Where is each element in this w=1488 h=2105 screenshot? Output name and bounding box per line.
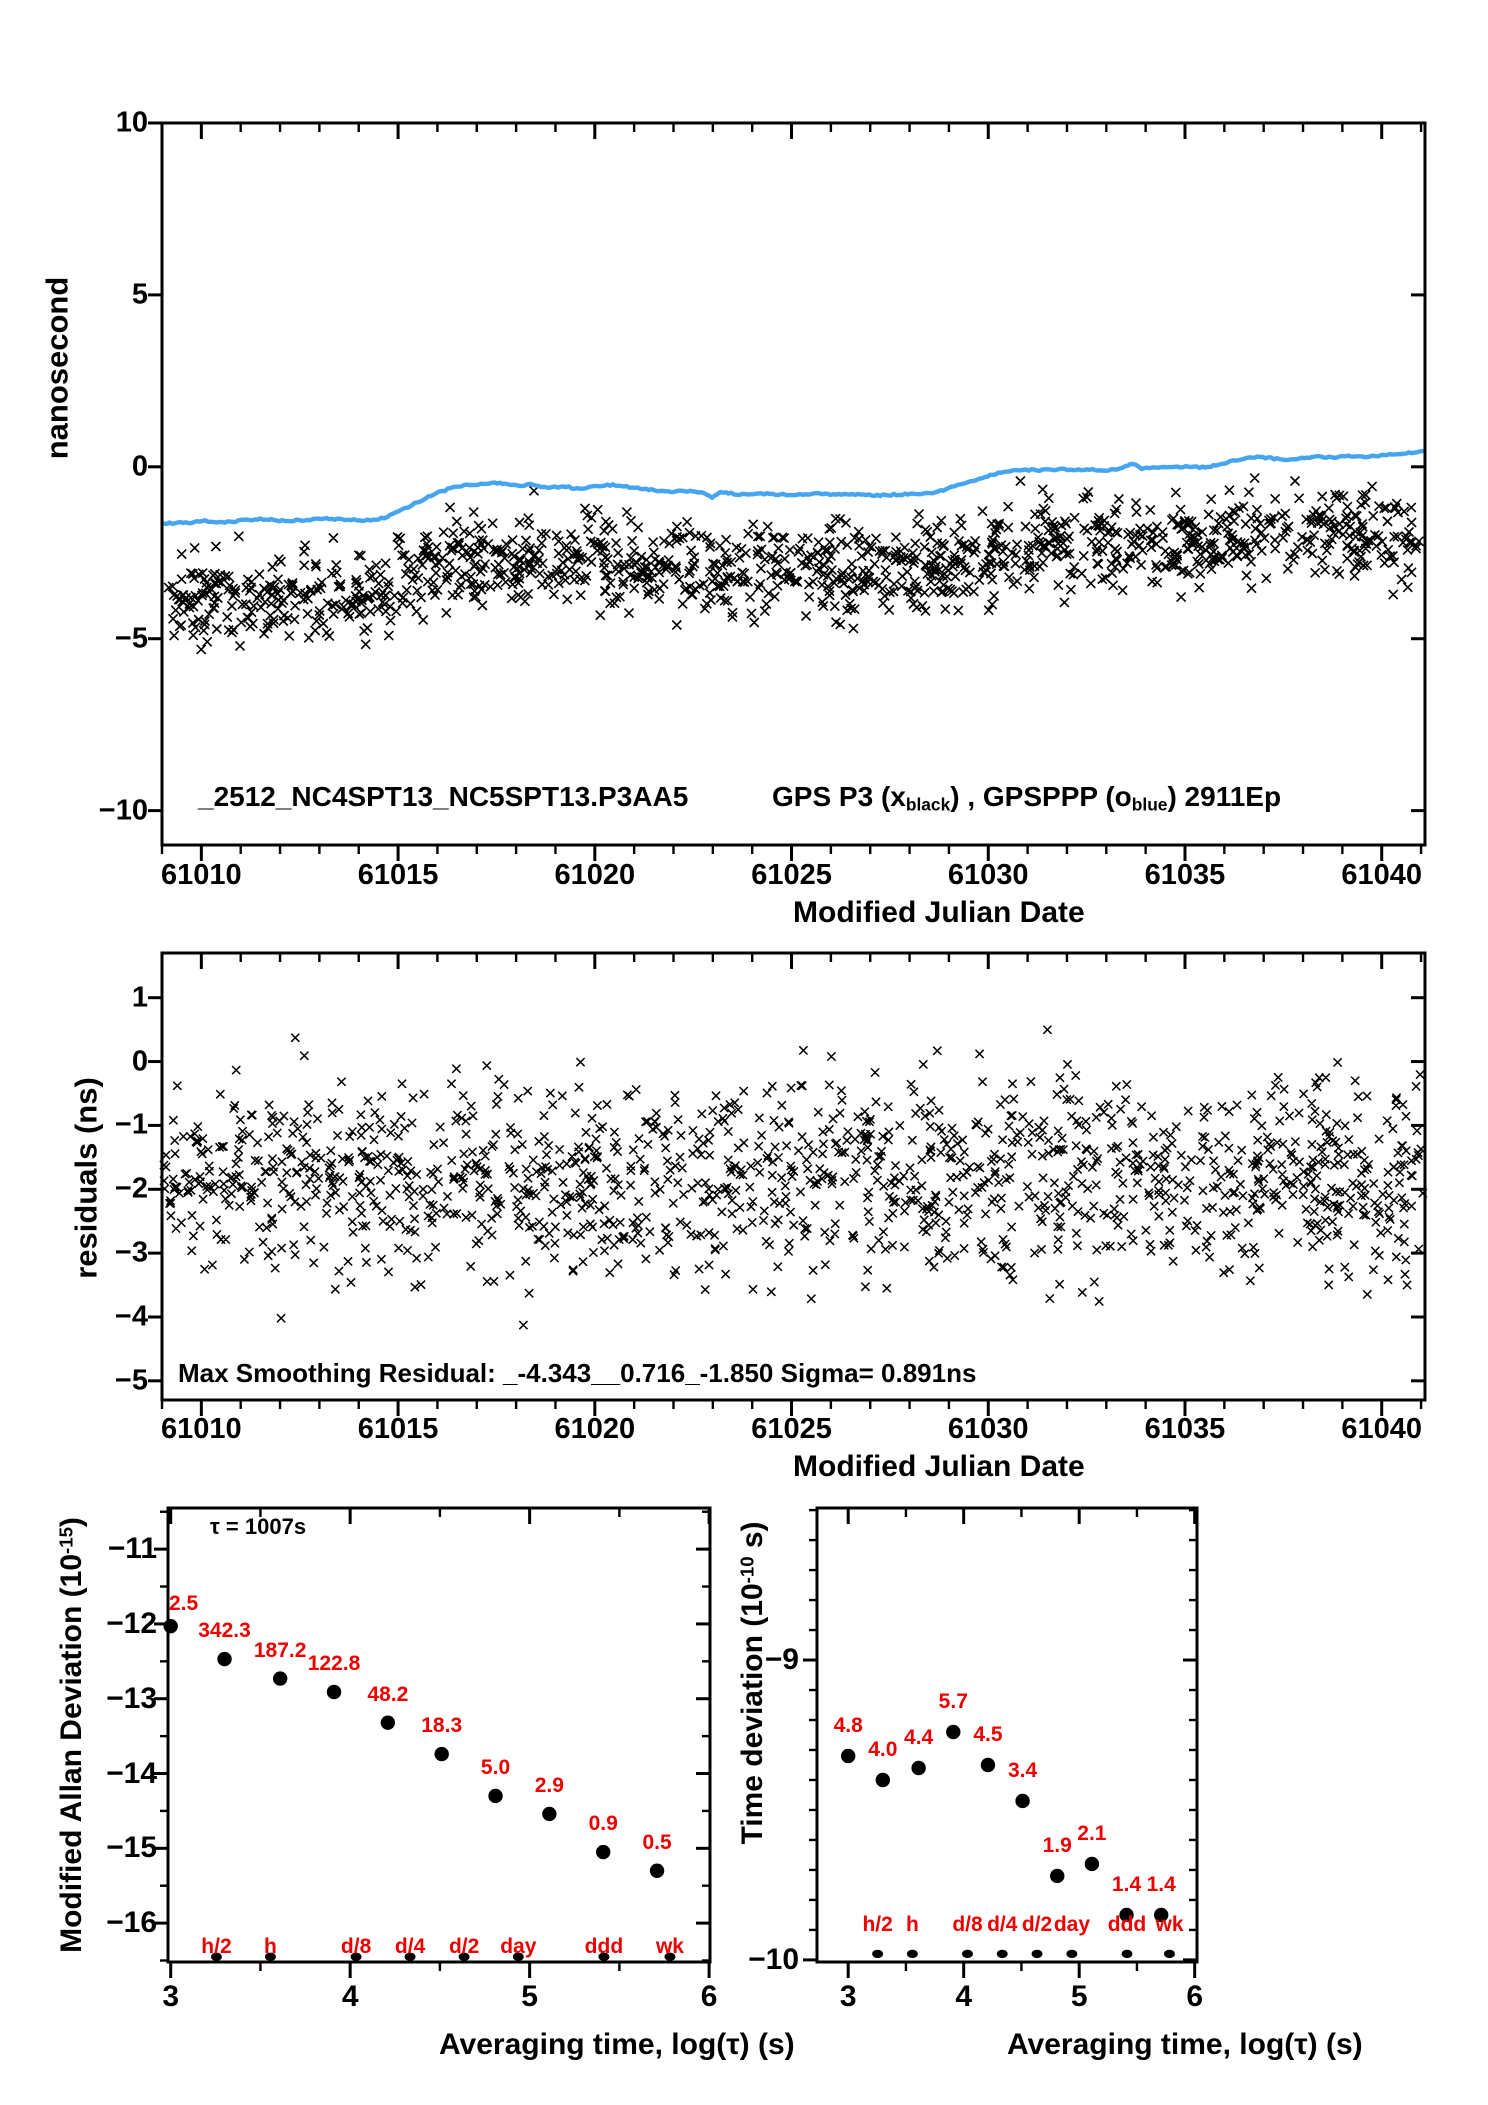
x-tick-label: 61010 xyxy=(161,1413,242,1445)
point-value-label: 342.3 xyxy=(198,1619,251,1643)
time-marker-dot xyxy=(907,1950,918,1958)
data-point xyxy=(1085,1857,1099,1871)
point-value-label: 48.2 xyxy=(367,1682,409,1706)
x-tick-label: 61035 xyxy=(1144,859,1226,891)
y-tick-label: −2 xyxy=(114,1172,148,1205)
mdev-x-axis-label: Averaging time, log(τ) (s) xyxy=(439,2028,795,2061)
x-tick-label: 61030 xyxy=(947,1413,1029,1445)
point-value-label: 1.9 xyxy=(1042,1833,1072,1857)
point-value-label: 1.4 xyxy=(1111,1872,1142,1896)
data-point xyxy=(327,1685,341,1699)
data-point xyxy=(946,1725,960,1739)
point-value-label: 4.0 xyxy=(868,1737,898,1761)
x-tick-label: 61030 xyxy=(947,859,1029,891)
point-value-label: 4.4 xyxy=(904,1725,934,1749)
smoothing-residual-annotation: Max Smoothing Residual: _-4.343__0.716_-1.850 Sigma= 0.891ns xyxy=(178,1358,977,1388)
data-point xyxy=(488,1789,502,1803)
y-tick-label: 0 xyxy=(131,1045,148,1078)
middle-x-axis-label: Modified Julian Date xyxy=(793,1450,1085,1483)
time-marker-label: h/2 xyxy=(862,1913,893,1936)
mdev-y-axis-label: Modified Allan Deviation $(10^{-15})$ xyxy=(55,1517,88,1953)
point-value-label: 5.0 xyxy=(480,1755,511,1779)
time-marker-label: d/8 xyxy=(340,1935,372,1958)
time-marker-label: d/8 xyxy=(952,1913,983,1936)
data-point xyxy=(981,1758,995,1772)
x-tick-label: 61040 xyxy=(1341,859,1423,891)
time-marker-dot xyxy=(872,1950,883,1958)
time-marker-dot xyxy=(1066,1950,1077,1958)
point-value-label: 0.5 xyxy=(642,1830,672,1854)
y-tick-label: 10 xyxy=(115,106,148,139)
x-tick-label: 61025 xyxy=(751,1413,832,1445)
residuals-scatter xyxy=(160,1026,1427,1330)
data-point xyxy=(1050,1869,1064,1883)
gps-p3-scatter xyxy=(164,474,1423,654)
x-tick-label: 61020 xyxy=(554,1413,636,1445)
data-point xyxy=(163,1619,177,1633)
top-panel-title-file: _2512_NC4SPT13_NC5SPT13.P3AA5 xyxy=(198,781,689,812)
top-panel-title-legend: GPS P3 $(x_{black})$ , GPSPPP $(o_{blue})$ 2911Ep xyxy=(772,781,1282,815)
y-tick-label: −15 xyxy=(106,1831,157,1865)
time-marker-label: day xyxy=(500,1935,537,1958)
point-value-label: 122.8 xyxy=(307,1651,361,1675)
data-point xyxy=(876,1773,890,1787)
y-tick-label: −5 xyxy=(114,622,148,655)
point-value-label: 18.3 xyxy=(421,1714,463,1738)
x-tick-label: 61035 xyxy=(1144,1413,1226,1445)
time-marker-label: h/2 xyxy=(201,1935,232,1958)
y-tick-label: −4 xyxy=(114,1300,148,1333)
data-point xyxy=(381,1715,395,1729)
time-marker-dot xyxy=(1122,1950,1133,1958)
x-tick-label: 61015 xyxy=(357,859,439,891)
x-tick-label: 61040 xyxy=(1341,1413,1423,1445)
data-point xyxy=(217,1652,231,1666)
time-marker-label: day xyxy=(1053,1913,1090,1936)
x-tick-label: 4 xyxy=(341,1980,359,2013)
time-marker-label: wk xyxy=(655,1935,684,1958)
tau-annotation: τ = 1007s xyxy=(210,1514,307,1539)
time-marker-label: wk xyxy=(1155,1913,1184,1936)
point-value-label: 4.5 xyxy=(973,1722,1003,1746)
point-value-label: 2.5 xyxy=(169,1592,199,1616)
point-value-label: 0.9 xyxy=(588,1812,618,1836)
x-tick-label: 61020 xyxy=(554,859,636,891)
y-tick-label: −10 xyxy=(748,1942,799,1976)
y-tick-label: −11 xyxy=(107,1532,157,1566)
data-point xyxy=(650,1864,664,1878)
x-tick-label: 61010 xyxy=(161,859,242,891)
point-value-label: 2.1 xyxy=(1077,1821,1107,1845)
y-tick-label: −9 xyxy=(764,1643,799,1677)
data-point xyxy=(911,1761,925,1775)
data-point xyxy=(596,1845,610,1859)
y-tick-label: −1 xyxy=(114,1108,148,1141)
y-tick-label: −3 xyxy=(114,1236,148,1269)
time-marker-label: h xyxy=(264,1935,277,1958)
top-y-axis-label: nanosecond xyxy=(39,276,75,460)
y-tick-label: −14 xyxy=(106,1756,157,1790)
x-tick-label: 61025 xyxy=(751,859,832,891)
tdev-y-axis-label: Time deviation ($10^{-10}$ s) xyxy=(736,1521,769,1845)
x-tick-label: 4 xyxy=(955,1980,973,2013)
data-point xyxy=(542,1807,556,1821)
point-value-label: 2.9 xyxy=(534,1773,564,1797)
x-tick-label: 5 xyxy=(1070,1980,1088,2013)
y-tick-label: −10 xyxy=(98,794,148,827)
x-tick-label: 5 xyxy=(521,1980,538,2013)
time-marker-dot xyxy=(1032,1950,1043,1958)
time-marker-dot xyxy=(962,1950,973,1958)
point-value-label: 3.4 xyxy=(1007,1758,1038,1782)
y-tick-label: 0 xyxy=(131,450,148,483)
time-marker-label: ddd xyxy=(584,1935,624,1958)
data-point xyxy=(841,1749,855,1763)
time-marker-label: d/2 xyxy=(448,1935,480,1958)
x-tick-label: 61015 xyxy=(357,1413,439,1445)
x-tick-label: 3 xyxy=(839,1980,857,2013)
x-tick-label: 3 xyxy=(162,1980,180,2013)
middle-y-axis-label: residuals (ns) xyxy=(68,1077,104,1279)
y-tick-label: −5 xyxy=(114,1364,148,1397)
time-marker-dot xyxy=(997,1950,1008,1958)
point-value-label: 4.8 xyxy=(833,1713,863,1737)
y-tick-label: 5 xyxy=(131,278,148,311)
top-x-axis-label: Modified Julian Date xyxy=(793,896,1085,929)
point-value-label: 1.4 xyxy=(1146,1872,1176,1896)
time-marker-label: ddd xyxy=(1107,1913,1147,1936)
time-marker-dot xyxy=(1164,1950,1175,1958)
tdev-x-axis-label: Averaging time, log(τ) (s) xyxy=(1007,2028,1363,2061)
y-tick-label: −16 xyxy=(106,1906,157,1940)
time-marker-label: h xyxy=(905,1913,919,1936)
data-point xyxy=(434,1747,448,1761)
point-value-label: 5.7 xyxy=(938,1690,968,1713)
x-tick-label: 6 xyxy=(700,1980,718,2013)
x-tick-label: 6 xyxy=(1186,1980,1204,2013)
point-value-label: 187.2 xyxy=(253,1638,307,1662)
data-point xyxy=(1015,1794,1029,1808)
y-tick-label: −13 xyxy=(106,1681,157,1715)
y-tick-label: −12 xyxy=(106,1606,157,1640)
time-marker-label: d/4 xyxy=(987,1913,1018,1936)
axis-frame xyxy=(162,123,1425,845)
time-marker-label: d/2 xyxy=(1021,1913,1053,1936)
y-tick-label: 1 xyxy=(131,981,148,1014)
time-marker-label: d/4 xyxy=(394,1935,426,1958)
data-point xyxy=(273,1671,287,1685)
